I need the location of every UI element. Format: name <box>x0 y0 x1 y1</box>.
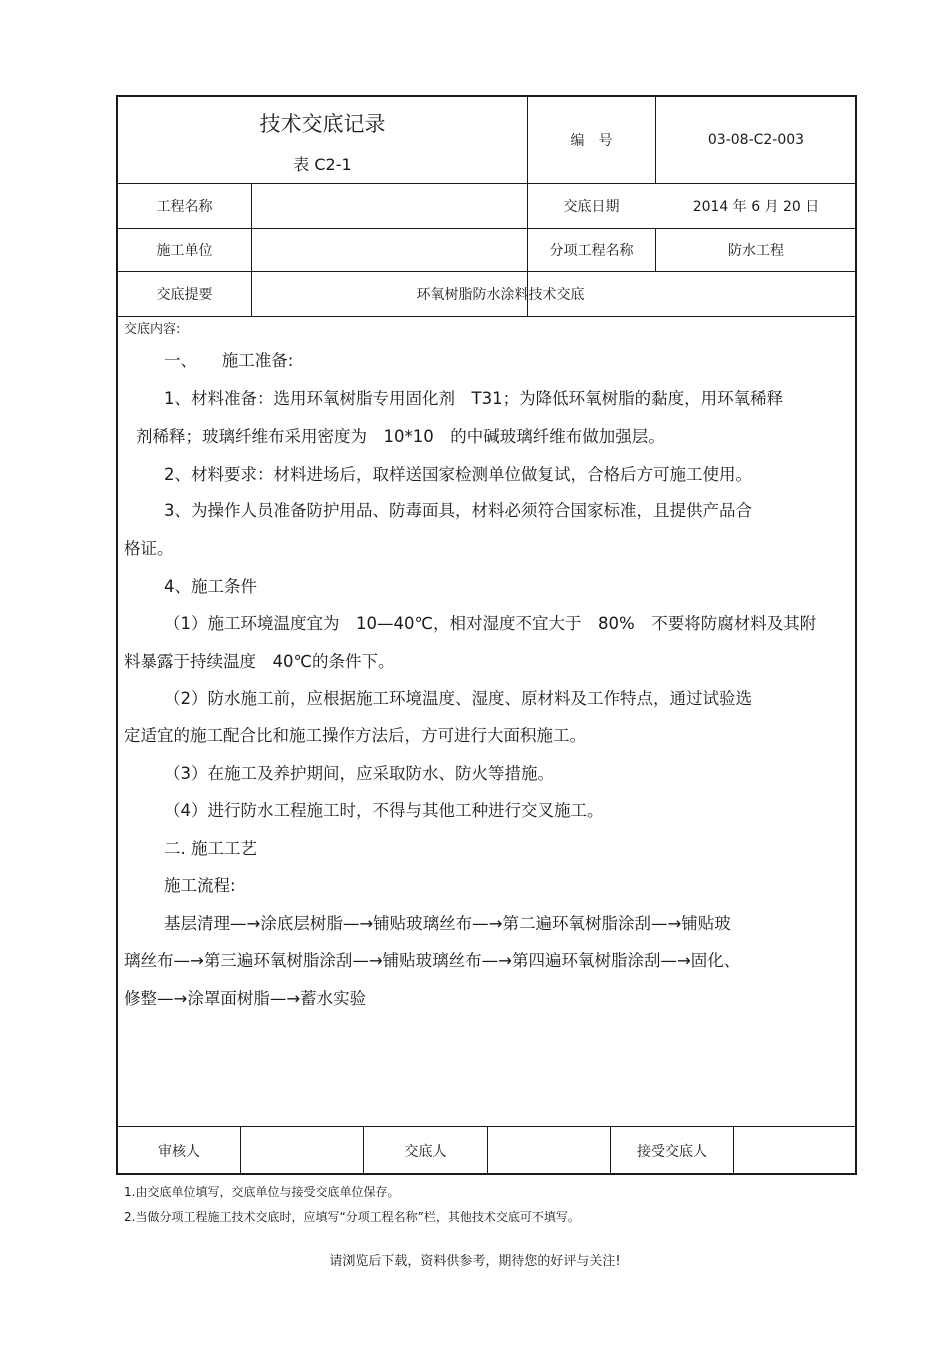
content-line: 施工流程: <box>164 876 236 895</box>
content-label: 交底内容: <box>124 322 181 337</box>
summary-label: 交底提要 <box>156 287 213 303</box>
reviewer-field[interactable] <box>241 1127 363 1174</box>
disclosure-date-label: 交底日期 <box>563 199 620 215</box>
content-line: 1、材料准备：选用环氧树脂专用固化剂 T31；为降低环氧树脂的黏度，用环氧稀释 <box>164 389 784 408</box>
disclosure-date-value: 2014 年 6 月 20 日 <box>692 199 820 215</box>
content-line: 3、为操作人员准备防护用品、防毒面具，材料必须符合国家标准，且提供产品合 <box>164 501 752 520</box>
download-note: 请浏览后下载，资料供参考，期待您的好评与关注! <box>329 1254 621 1269</box>
discloser-field[interactable] <box>488 1127 610 1174</box>
content-line: 一、 施工准备: <box>164 351 294 370</box>
construction-unit-field[interactable] <box>252 229 527 271</box>
discloser-label: 交底人 <box>404 1143 447 1160</box>
content-line: 基层清理—→涂底层树脂—→铺贴玻璃丝布—→第二遍环氧树脂涂刮—→铺贴玻 <box>164 914 731 933</box>
footnote: 2.当做分项工程施工技术交底时，应填写“分项工程名称”栏，其他技术交底可不填写。 <box>124 1210 580 1224</box>
content-line: 剂稀释；玻璃纤维布采用密度为 10*10 的中碱玻璃纤维布做加强层。 <box>136 427 665 446</box>
form-number: 表 C2-1 <box>293 155 352 174</box>
subproject-name-label: 分项工程名称 <box>549 243 634 259</box>
content-line: 格证。 <box>124 539 174 558</box>
code-value: 03-08-C2-003 <box>707 131 805 148</box>
reviewer-label: 审核人 <box>158 1143 200 1160</box>
receiver-label: 接受交底人 <box>637 1143 707 1160</box>
content-line: 4、施工条件 <box>164 577 257 596</box>
receiver-field[interactable] <box>734 1127 856 1174</box>
subproject-name-value: 防水工程 <box>728 243 784 259</box>
content-line: 二. 施工工艺 <box>164 839 257 858</box>
project-name-field[interactable] <box>252 184 527 228</box>
code-label: 编 号 <box>570 132 613 149</box>
construction-unit-label: 施工单位 <box>156 243 213 259</box>
content-line: 料暴露于持续温度 40℃的条件下。 <box>124 652 395 671</box>
content-line: 2、材料要求：材料进场后，取样送国家检测单位做复试，合格后方可施工使用。 <box>164 465 752 484</box>
form-title: 技术交底记录 <box>259 112 386 136</box>
content-line: （3）在施工及养护期间，应采取防水、防火等措施。 <box>164 764 554 783</box>
content-line: （4）进行防水工程施工时，不得与其他工种进行交叉施工。 <box>164 801 604 820</box>
row-divider <box>117 316 856 317</box>
summary-value: 环氧树脂防水涂料技术交底 <box>416 287 585 303</box>
content-line: 修整—→涂罩面树脂—→蓄水实验 <box>124 989 367 1008</box>
content-line: 定适宜的施工配合比和施工操作方法后，方可进行大面积施工。 <box>124 726 586 745</box>
content-line: （1）施工环境温度宜为 10—40℃，相对湿度不宜大于 80% 不要将防腐材料及其附 <box>164 614 817 633</box>
footnote: 1.由交底单位填写，交底单位与接受交底单位保存。 <box>124 1185 400 1199</box>
project-name-label: 工程名称 <box>156 199 213 215</box>
content-line: 璃丝布—→第三遍环氧树脂涂刮—→铺贴玻璃丝布—→第四遍环氧树脂涂刮—→固化、 <box>124 951 741 970</box>
content-line: （2）防水施工前，应根据施工环境温度、湿度、原材料及工作特点，通过试验选 <box>164 689 752 708</box>
